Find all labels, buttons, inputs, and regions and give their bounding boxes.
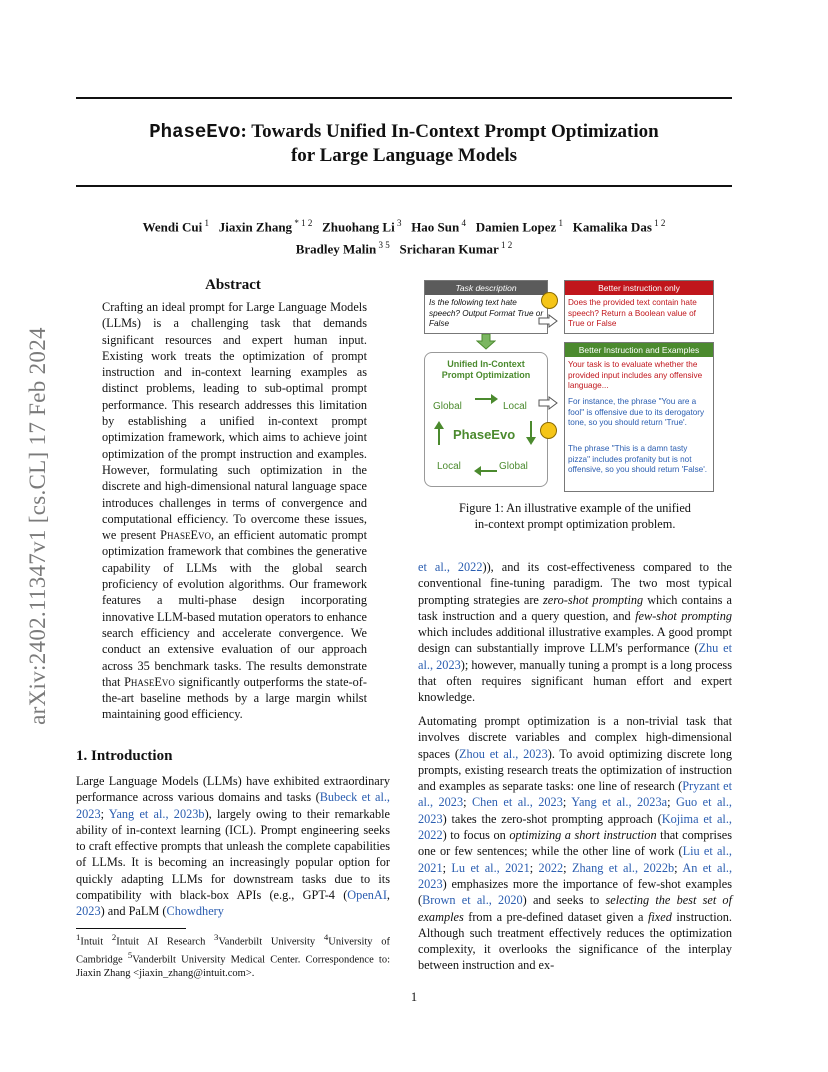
author-line-2 <box>76 236 732 258</box>
figure-caption <box>418 500 732 533</box>
left-arrow-icon <box>473 465 497 477</box>
title-bottom-rule <box>76 185 732 187</box>
rp2-sep: ; <box>674 860 683 875</box>
unified-optimization-box <box>424 352 548 487</box>
intro-paragraph <box>76 773 390 920</box>
author-name: Damien Lopez <box>475 219 557 235</box>
hollow-right-arrow-icon <box>538 396 558 410</box>
author-name: Jiaxin Zhang <box>218 219 293 235</box>
citation-link[interactable]: et al., 2022 <box>418 560 483 574</box>
author-name: Kamalika Das <box>572 219 652 235</box>
author-name: Sricharan Kumar <box>399 241 499 257</box>
author-affiliation: 4 <box>459 218 466 228</box>
abstract-part-b: , an efficient automatic prompt optimization framework that combines the generative capability of LLMs with the global search proficiency of evolution algorithms. Our framework features a multi-phase design incorporating innovative LLM-based mutation operators to enhance search efficiency and accelerate convergence. We conduct an extensive evaluation of our approach across 35 benchmark tasks. The results demonstrate that <box>102 528 367 689</box>
global-label-2: Global <box>499 461 528 472</box>
unified-title <box>425 359 547 381</box>
citation-link[interactable]: Chowdhery <box>166 904 224 919</box>
author-affiliation: 3 5 <box>376 240 390 251</box>
right-paragraph-2 <box>418 713 732 974</box>
author-affiliation: 3 <box>394 218 402 228</box>
citation-link[interactable]: Brown et al., 2020 <box>422 893 523 908</box>
footnote <box>76 931 390 981</box>
title-line2: for Large Language Models <box>290 145 518 166</box>
right-arrow-icon <box>475 393 499 405</box>
citation-link[interactable]: Liu et al., 2021 <box>418 844 732 875</box>
better-instruction-box <box>564 280 714 334</box>
rp2-text: from a pre-defined dataset given a <box>463 909 648 924</box>
author-affiliation: * 1 2 <box>292 218 313 228</box>
citation-link[interactable]: Guo et al., 2023 <box>418 795 732 826</box>
author-affiliation: 1 2 <box>651 218 666 228</box>
fn-sup: 1 <box>76 932 81 942</box>
fn-text: University of Cambridge <box>76 936 391 966</box>
example-1-text: For instance, the phrase "You are a fool" is offensive due to its derogatory tone, so you should return 'True'. <box>568 397 705 427</box>
better-instruction-text: Does the provided text contain hate speech? Return a Boolean value of True or False <box>568 298 697 328</box>
rp2-emphasis: fixed <box>647 909 672 924</box>
section-heading-introduction: 1. Introduction <box>76 748 173 764</box>
local-label-1: Local <box>503 401 527 412</box>
rp1-emphasis: few-shot prompting <box>635 608 733 623</box>
abstract-part-c: significantly outperforms the state-of-the-art baseline methods by a large margin whilst maintaining good efficiency. <box>102 674 368 722</box>
author-affiliation: 1 <box>556 218 564 228</box>
task-description-text: Is the following text hate speech? Output Format True or False <box>429 298 544 328</box>
rp2-text: instruction. Although such treatment effectively reduces the optimization complexity, it overlooks the significance of the interplay between instruction and ex- <box>418 909 733 973</box>
rp1-text-d: ); however, manually tuning a prompt is a long process that often requires significant human effort and expert knowledge. <box>418 657 732 705</box>
rp2-sep: ; <box>442 860 452 875</box>
fn-text: Intuit AI Research <box>116 936 215 948</box>
author-affiliation: 1 2 <box>498 240 513 251</box>
task-description-box <box>424 280 548 334</box>
better-instruction-examples-header: Better Instruction and Examples <box>565 343 713 357</box>
intro-text-d: , <box>386 888 390 903</box>
rp2-emphasis: optimizing a short instruction <box>509 828 657 843</box>
citation-link[interactable]: Lu et al., 2021 <box>451 860 530 875</box>
rp2-text: ) and seeks to <box>522 893 606 908</box>
better-instruction-examples-box <box>564 342 714 492</box>
title-line1: : Towards Unified In-Context Prompt Optimization <box>240 121 659 142</box>
abstract-text <box>102 299 367 723</box>
rp2-sep: ; <box>667 795 676 810</box>
author-affiliation: 1 <box>202 218 209 228</box>
example-2-text: The phrase "This is a damn tasty pizza" includes profanity but is not offensive, so you should return 'False'. <box>568 444 708 474</box>
phaseevo-label: PhaseEvo <box>453 427 516 442</box>
right-paragraph-1 <box>418 559 732 706</box>
rp2-sep: ; <box>529 860 539 875</box>
intro-text-e: ) and PaLM ( <box>100 904 167 919</box>
fn-text: Vanderbilt University <box>218 936 324 948</box>
author-list <box>76 214 732 259</box>
citation-link[interactable]: Yang et al., 2023a <box>571 795 668 810</box>
citation-link[interactable]: 2023 <box>76 904 101 919</box>
rp1-text-b: which contains a task instruction and a query question, and <box>418 592 732 623</box>
title-method-name: PhaseEvo <box>149 121 241 143</box>
better-instruction-header: Better instruction only <box>565 281 713 295</box>
rp2-text: ) takes the zero-shot prompting approach ( <box>442 811 662 826</box>
unified-title-line1: Unified In-Context <box>447 359 525 369</box>
hollow-right-arrow-icon <box>538 314 558 328</box>
fn-text: Vanderbilt University Medical Center. Correspondence to: Jiaxin Zhang <jiaxin_zhang@intuit.com>. <box>76 954 391 979</box>
down-arrow-icon <box>476 334 496 350</box>
author-name: Wendi Cui <box>142 219 203 235</box>
rp2-emphasis: selecting the best set of examples <box>418 893 732 924</box>
citation-link[interactable]: Yang et al., 2023b <box>108 806 205 821</box>
author-name: Bradley Malin <box>295 241 377 257</box>
author-name: Zhuohang Li <box>322 219 395 235</box>
fn-sup: 2 <box>111 932 117 942</box>
fn-sup: 4 <box>323 932 329 942</box>
fn-sup: 3 <box>214 932 219 942</box>
figure-1 <box>420 280 712 492</box>
rp2-text: ) to focus on <box>442 828 510 843</box>
unified-title-line2: Prompt Optimization <box>441 370 531 380</box>
caption-line2: in-context prompt optimization problem. <box>474 517 676 532</box>
citation-link[interactable]: Pryzant et al., 2023 <box>418 779 732 810</box>
citation-link[interactable]: OpenAI <box>347 888 387 903</box>
up-arrow-icon <box>433 421 445 445</box>
fn-sup: 5 <box>127 950 133 960</box>
citation-link[interactable]: An et al., 2023 <box>418 860 733 891</box>
rp2-text: ) emphasizes more the importance of few-shot examples ( <box>418 876 732 908</box>
rp2-text: that comprises one or few sentences; while the other line of work ( <box>418 828 732 859</box>
rp1-text-a: )), and its cost-effectiveness compared to the conventional fine-tuning paradigm. The two most typical prompting strategies are <box>418 560 733 607</box>
task-description-header: Task description <box>425 281 547 295</box>
smiling-emoji-icon <box>540 422 557 439</box>
down-arrow-icon <box>525 421 537 445</box>
abstract-heading: Abstract <box>205 277 261 293</box>
caption-line1: Figure 1: An illustrative example of the unified <box>459 501 691 515</box>
intro-text-b: ; <box>100 806 109 821</box>
rp1-text-c: which includes additional illustrative examples. A good prompt design can substantially improve LLM's performance ( <box>418 625 732 656</box>
citation-link[interactable]: Chen et al., 2023 <box>471 795 563 810</box>
rp2-sep: ; <box>463 795 472 810</box>
paper-title <box>76 120 732 168</box>
page-number: 1 <box>410 990 418 1004</box>
citation-link[interactable]: Bubeck et al., 2023 <box>76 790 391 821</box>
author-name: Hao Sun <box>411 219 460 235</box>
top-rule <box>76 97 732 99</box>
rp2-text: ). To avoid optimizing discrete long prompts, existing research treats the optimization of instruction and examples as separate tasks: one line of research ( <box>418 746 733 794</box>
footnote-rule <box>76 928 186 929</box>
abstract-method-name-2: PhaseEvo <box>124 674 175 689</box>
citation-link[interactable]: Zhu et al., 2023 <box>418 641 732 672</box>
local-label-2: Local <box>437 461 461 472</box>
arxiv-stamp: arXiv:2402.11347v1 [cs.CL] 17 Feb 2024 <box>25 327 50 725</box>
citation-link[interactable]: Zhang et al., 2022b <box>571 860 675 875</box>
intro-text-a: Large Language Models (LLMs) have exhibited extraordinary performance across various domains and tasks ( <box>76 774 390 805</box>
global-label-1: Global <box>433 401 462 412</box>
rp1-emphasis: zero-shot prompting <box>543 592 644 607</box>
abstract-part-a: Crafting an ideal prompt for Large Language Models (LLMs) is a challenging task that demands significant resources and expert human input. Existing work treats the optimization of prompt instruction and in-context learning examples as distinct problems, leading to sub-optimal prompt performance. This research addresses this limitation by establishing a unified in-context prompt optimization framework, which aims to achieve joint optimization of the prompt instruction and examples. However, formulating such optimization in the discrete and high-dimensional natural language space introduces challenges in terms of convergence and computational efficiency. To overcome these issues, we present <box>102 300 367 543</box>
citation-link[interactable]: Zhou et al., 2023 <box>458 746 548 761</box>
thinking-emoji-icon <box>541 292 558 309</box>
rp2-sep: ; <box>563 860 572 875</box>
rp2-text: Automating prompt optimization is a non-trivial task that involves discrete variables and complex high-dimensional spaces ( <box>418 714 732 761</box>
fn-text: Intuit <box>80 936 112 948</box>
abstract-method-name: PhaseEvo <box>160 528 211 543</box>
citation-link[interactable]: Kojima et al., 2022 <box>418 811 732 843</box>
intro-text-c: ), largely owing to their remarkable ability of in-context learning (ICL). Prompt engineering seeks to craft effective prompts that unleash the complete capabilities of LLMs. It is becoming an increasingly popular option for quickly adapting LLMs for downstream tasks due to its compatibility with black-box APIs (e.g., GPT-4 ( <box>76 806 390 903</box>
better-instruction-examples-text: Your task is to evaluate whether the provided input includes any offensive language... <box>568 360 703 390</box>
citation-link[interactable]: 2022 <box>538 860 564 875</box>
rp2-sep: ; <box>562 795 572 810</box>
author-line-1 <box>76 214 732 236</box>
